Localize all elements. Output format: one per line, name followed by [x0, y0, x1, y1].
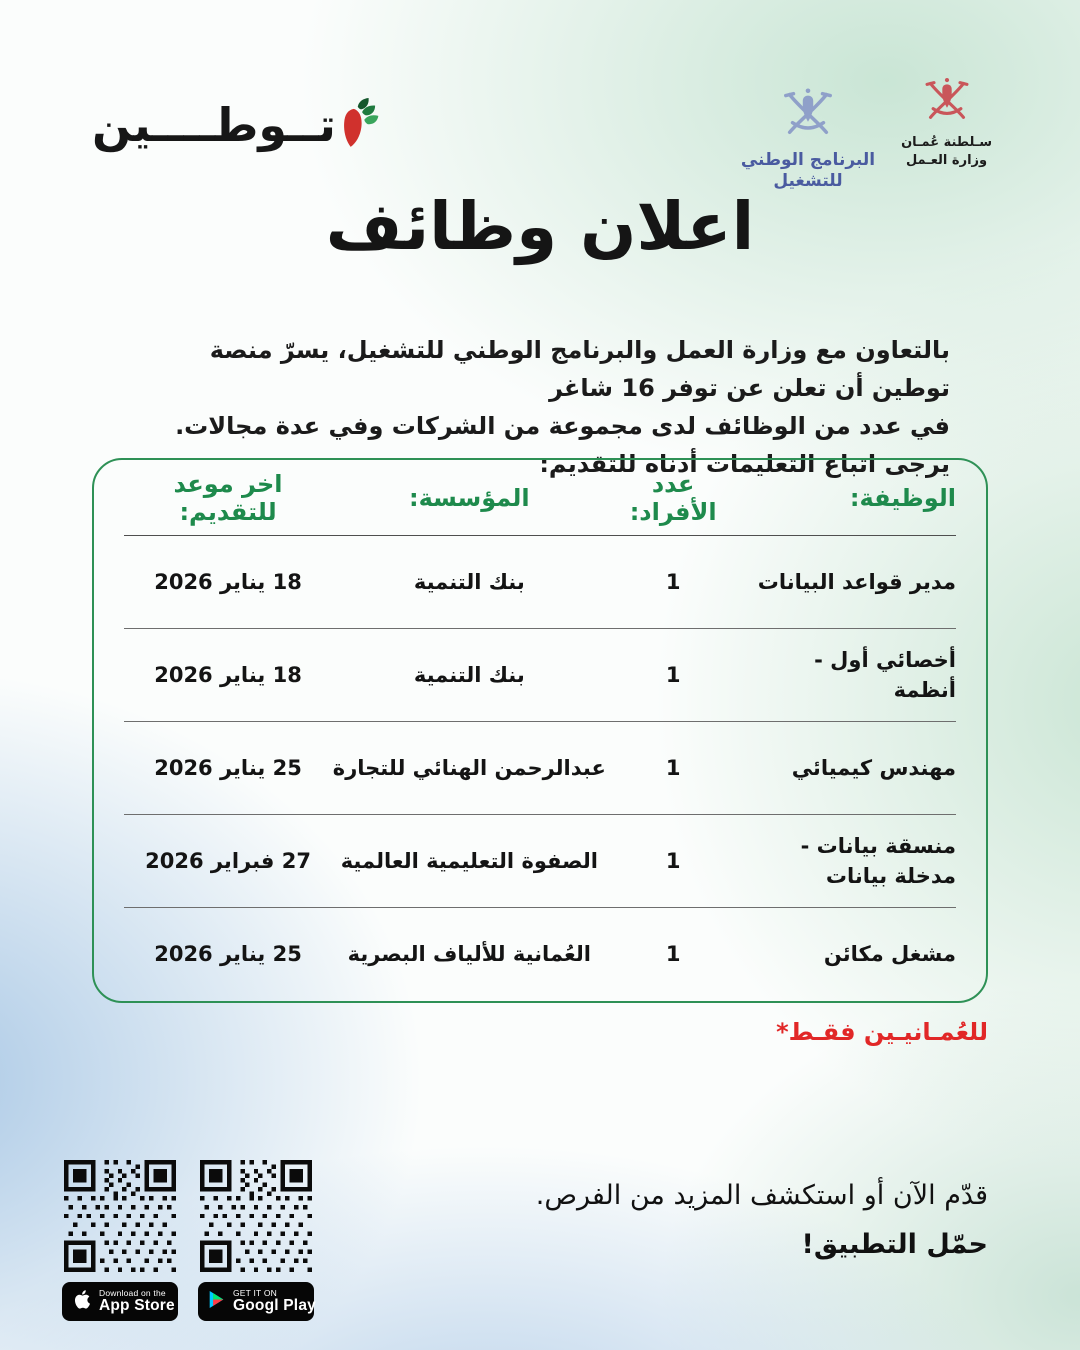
intro-line2: في عدد من الوظائف لدى مجموعة من الشركات وفي عدة مجالات.	[175, 411, 950, 440]
job-count: 1	[665, 569, 681, 594]
table-row	[124, 536, 956, 629]
job-organization: العُمانية للألياف البصرية	[347, 942, 591, 967]
ministry-khanjar-emblem-icon	[918, 74, 976, 130]
tawteen-logo	[92, 98, 380, 152]
header-count: عدد الأفراد:	[629, 469, 717, 526]
googleplay-qr-code[interactable]	[200, 1160, 312, 1272]
nep-khanjar-emblem-icon	[775, 84, 841, 146]
job-deadline: 18 يناير 2026	[154, 662, 302, 687]
job-organization: بنك التنمية	[413, 569, 525, 594]
table-row	[124, 629, 956, 722]
call-to-action	[536, 1172, 988, 1269]
job-title: مدير قواعد البيانات	[757, 569, 956, 594]
play-triangle-icon	[208, 1290, 225, 1314]
ministry-caption-line1: سـلطنة عُمـان	[901, 135, 992, 150]
googleplay-tagline: GET IT ON	[233, 1287, 277, 1298]
partner-logos	[741, 74, 992, 193]
intro-line1: بالتعاون مع وزارة العمل والبرنامج الوطني للتشغيل، يسرّ منصة توطين أن تعلن عن توفر 16 شاغر	[209, 336, 950, 402]
ministry-caption-line2: وزارة العـمل	[905, 153, 988, 169]
table-row	[124, 722, 956, 815]
header-organization: المؤسسة:	[409, 483, 530, 512]
job-organization: عبدالرحمن الهنائي للتجارة	[332, 755, 606, 780]
nep-caption-line1: البرنامج الوطني	[740, 150, 876, 170]
app-download-section	[62, 1160, 314, 1321]
job-organization: الصفوة التعليمية العالمية	[340, 848, 598, 873]
job-deadline: 27 فبراير 2026	[145, 848, 311, 873]
appstore-tagline: Download on the	[99, 1287, 166, 1298]
tawteen-leaf-icon	[342, 98, 380, 152]
jobs-table	[92, 458, 988, 1003]
googleplay-badge[interactable]	[198, 1282, 314, 1321]
national-employment-program-logo	[741, 84, 875, 193]
appstore-column	[62, 1160, 178, 1321]
job-title: أخصائي أول - أنظمة	[814, 647, 956, 702]
job-title: مشغل مكائن	[823, 942, 956, 967]
googleplay-column	[198, 1160, 314, 1321]
cta-line1: قدّم الآن أو استكشف المزيد من الفرص.	[535, 1180, 988, 1211]
cta-line2: حمّل التطبيق!	[801, 1228, 988, 1260]
ministry-of-labour-logo	[901, 74, 992, 170]
intro-line3: يرجى اتباع التعليمات أدناه للتقديم:	[539, 449, 950, 478]
page-title: اعلان وظائف	[325, 188, 755, 265]
job-organization: بنك التنمية	[413, 662, 525, 687]
table-row	[124, 815, 956, 908]
appstore-qr-code[interactable]	[64, 1160, 176, 1272]
header-job: الوظيفة:	[849, 483, 956, 512]
nep-caption-line2: للتشغيل	[773, 171, 843, 192]
appstore-badge[interactable]	[62, 1282, 178, 1321]
job-count: 1	[665, 942, 681, 967]
googleplay-name: Googl Play	[233, 1296, 316, 1314]
job-deadline: 18 يناير 2026	[154, 569, 302, 594]
jobs-table-header-row	[124, 460, 956, 536]
job-deadline: 25 يناير 2026	[154, 755, 302, 780]
job-count: 1	[665, 755, 681, 780]
tawteen-logo-text: تــوطــــين	[92, 98, 336, 152]
header-deadline: اخر موعد للتقديم:	[173, 469, 283, 526]
table-row	[124, 908, 956, 1001]
job-count: 1	[665, 848, 681, 873]
omanis-only-note: للعُمـانيـين فقـط*	[776, 1018, 988, 1046]
job-title: مهندس كيميائي	[791, 755, 956, 780]
apple-icon	[72, 1288, 91, 1316]
appstore-name: App Store	[99, 1296, 175, 1314]
job-count: 1	[665, 662, 681, 687]
job-deadline: 25 يناير 2026	[154, 942, 302, 967]
job-title: منسقة بيانات - مدخلة بيانات	[800, 833, 956, 888]
